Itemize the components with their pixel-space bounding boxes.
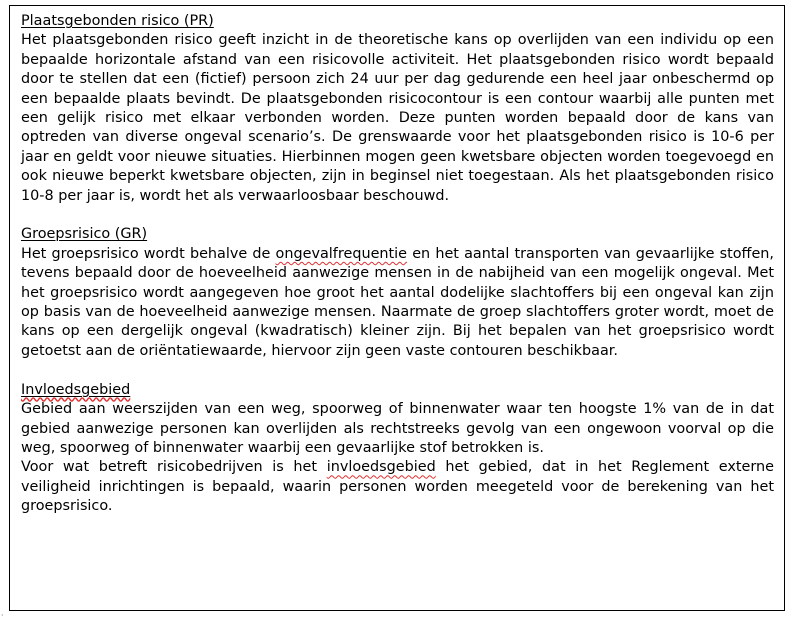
section-body-ig-2 [21, 458, 774, 516]
section-body-gr [21, 245, 774, 361]
section-plaatsgebonden-risico [21, 12, 774, 206]
document-text-box [9, 5, 785, 611]
paragraph-gap [21, 206, 774, 225]
spellcheck-flagged-word[interactable]: invloedsgebied [326, 459, 436, 476]
section-invloedsgebied [21, 381, 774, 517]
section-heading-ig [21, 381, 774, 400]
corner-mark: · [1, 611, 4, 620]
paragraph-gap [21, 361, 774, 380]
body-text-segment: Voor wat betreft risicobedrijven is het [21, 459, 327, 476]
body-text-segment: en het aantal transporten van gevaarlijke stoffen, tevens bepaald door de hoeveelheid aanwezige mensen in de nabijheid van een mogelijk ongeval. Met het groepsrisico wordt aangegeven hoe groot het aantal dodelijke slachtoffers bij een ongeval kan zijn op basis van de hoeveelheid aanwezige mensen. Naarmate de groep slachtoffers groter wordt, moet de kans op een dergelijk ongeval (kwadratisch) kleiner zijn. Bij het bepalen van het groepsrisico wordt getoetst aan de oriëntatiewaarde, hiervoor zijn geen vaste contouren beschikbaar. [21, 245, 774, 359]
body-text-segment: het gebied, dat in het Reglement externe veiligheid inrichtingen is bepaald, waarin personen worden meegeteld voor de berekening van het groepsrisico. [21, 459, 775, 515]
section-heading-gr: Groepsrisico (GR) [21, 226, 148, 243]
section-body-ig-1: Gebied aan weerszijden van een weg, spoorweg of binnenwater waar ten hoogste 1% van de in dat gebied aanwezige personen kan overlijden als rechtstreeks gevolg van een ongewoon voorval op die weg, spoorweg of binnenwater waarbij een gevaarlijke stof betrokken is. [21, 401, 774, 456]
body-text-segment: Het groepsrisico wordt behalve de [21, 245, 276, 262]
spellcheck-flagged-heading[interactable]: Invloedsgebied [21, 381, 131, 398]
section-body-pr: Het plaatsgebonden risico geeft inzicht in de theoretische kans op overlijden van een individu op een bepaalde horizontale afstand van een risicovolle activiteit. Het plaatsgebonden risico wordt bepaald door te stellen dat een (fictief) persoon zich 24 uur per dag gedurende een heel jaar onbeschermd op een bepaalde plaats bevindt. De plaatsgebonden risicocontour is een contour waarbij alle punten met een gelijk risico met elkaar verbonden worden. Deze punten worden bepaald door de kans van optreden van diverse ongeval scenario’s. De grenswaarde voor het plaatsgebonden risico is 10-6 per jaar en geldt voor nieuwe situaties. Hierbinnen mogen geen kwetsbare objecten worden toegevoegd en ook nieuwe beperkt kwetsbare objecten, zijn in beginsel niet toegestaan. Als het plaatsgebonden risico 10-8 per jaar is, wordt het als verwaarloosbaar beschouwd. [21, 32, 774, 204]
spellcheck-flagged-word[interactable]: ongevalfrequentie [275, 245, 408, 262]
section-groepsrisico [21, 225, 774, 361]
section-heading-pr: Plaatsgebonden risico (PR) [21, 13, 214, 29]
